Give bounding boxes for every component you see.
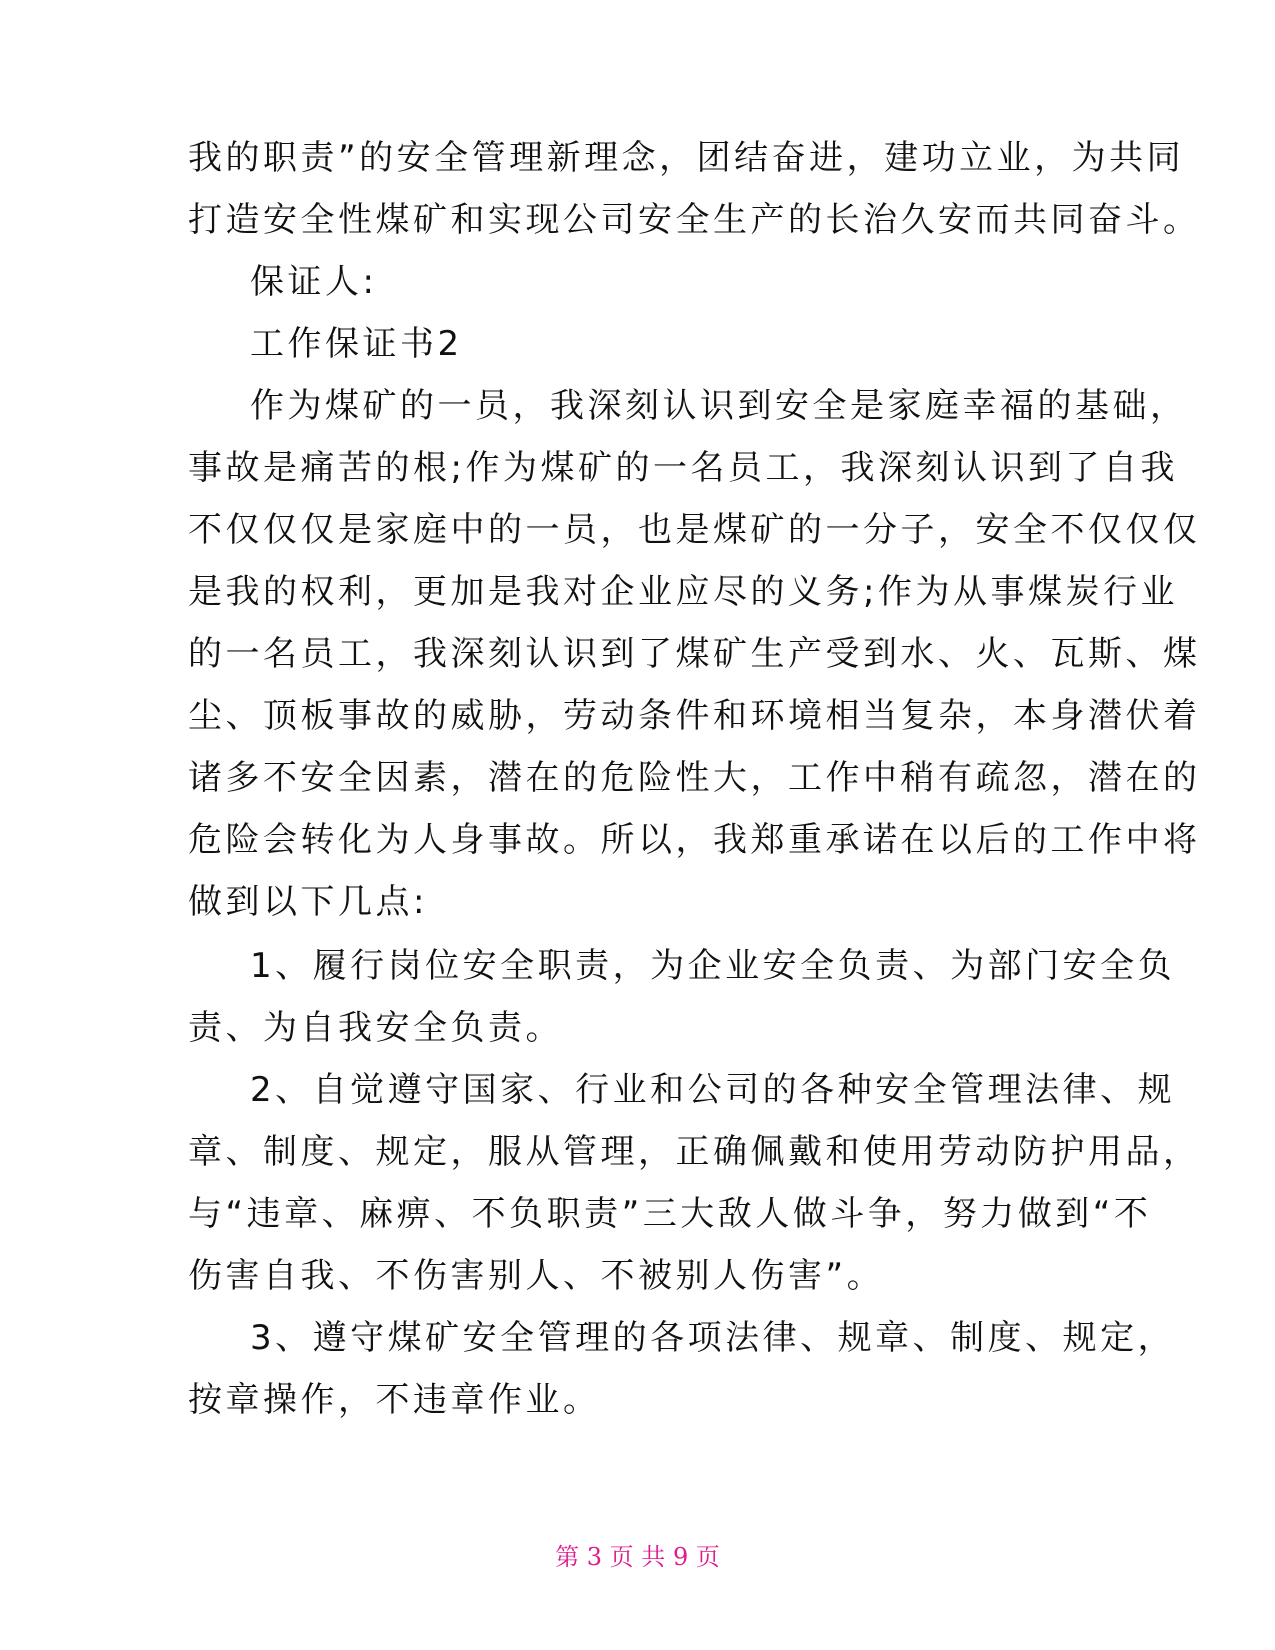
signatory-label: 保证人: <box>250 262 378 302</box>
text-line: 是我的权利，更加是我对企业应尽的义务;作为从事煤炭行业 <box>188 572 1178 612</box>
text-line: 责、为自我安全负责。 <box>188 1008 563 1048</box>
text-line: 打造安全性煤矿和实现公司安全生产的长治久安而共同奋斗。 <box>188 200 1201 240</box>
text-line: 事故是痛苦的根;作为煤矿的一名员工，我深刻认识到了自我 <box>188 448 1178 488</box>
text-line: 诸多不安全因素，潜在的危险性大，工作中稍有疏忽，潜在的 <box>188 758 1201 798</box>
list-item: 1、履行岗位安全职责，为企业安全负责、为部门安全负 <box>250 946 1176 986</box>
text-line: 我的职责”的安全管理新理念，团结奋进，建功立业，为共同 <box>188 138 1185 178</box>
text-line: 与“违章、麻痹、不负职责”三大敌人做斗争，努力做到“不 <box>188 1194 1152 1234</box>
list-item: 3、遵守煤矿安全管理的各项法律、规章、制度、规定， <box>250 1318 1176 1358</box>
text-line: 做到以下几点: <box>188 882 428 922</box>
page-number-footer: 第 3 页 共 9 页 <box>555 1543 720 1571</box>
text-line: 章、制度、规定，服从管理，正确佩戴和使用劳动防护用品， <box>188 1132 1201 1172</box>
text-line: 不仅仅仅是家庭中的一员，也是煤矿的一分子，安全不仅仅仅 <box>188 510 1201 550</box>
text-line: 作为煤矿的一员，我深刻认识到安全是家庭幸福的基础， <box>250 386 1188 426</box>
section-heading: 工作保证书2 <box>250 324 463 364</box>
text-line: 危险会转化为人身事故。所以，我郑重承诺在以后的工作中将 <box>188 820 1201 860</box>
text-line: 尘、顶板事故的威胁，劳动条件和环境相当复杂，本身潜伏着 <box>188 696 1201 736</box>
text-line: 的一名员工，我深刻认识到了煤矿生产受到水、火、瓦斯、煤 <box>188 634 1201 674</box>
list-item: 2、自觉遵守国家、行业和公司的各种安全管理法律、规 <box>250 1070 1176 1110</box>
text-line: 伤害自我、不伤害别人、不被别人伤害”。 <box>188 1256 885 1296</box>
text-line: 按章操作，不违章作业。 <box>188 1380 601 1420</box>
